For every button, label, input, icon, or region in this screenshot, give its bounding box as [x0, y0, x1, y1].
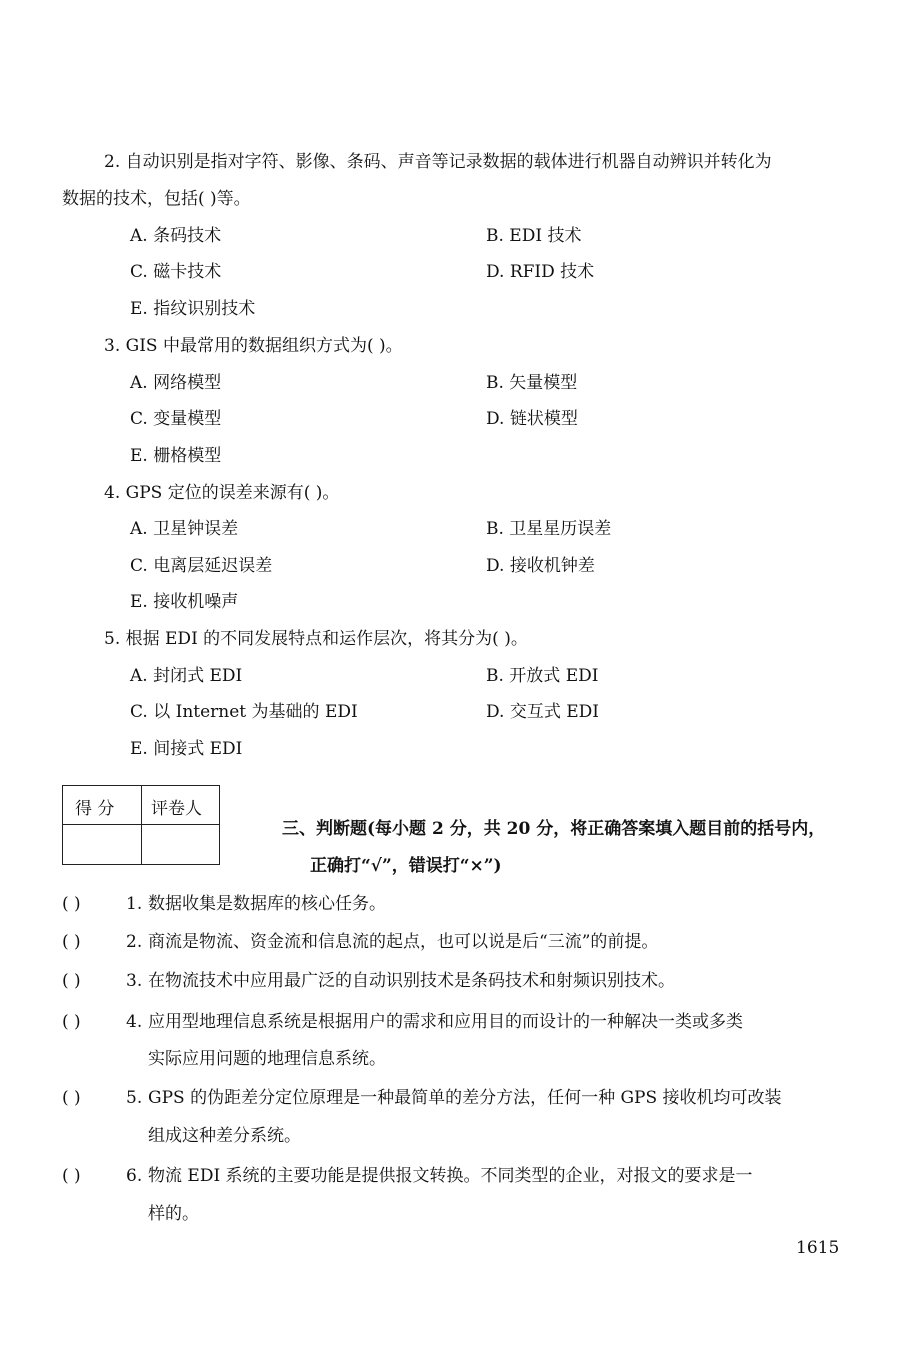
option-d: D. 交互式 EDI	[486, 702, 599, 722]
answer-paren[interactable]: ( )	[62, 971, 81, 991]
item-number: 4.	[126, 1012, 143, 1032]
page-number: 1615	[796, 1238, 840, 1258]
score-cell[interactable]	[63, 825, 141, 864]
option-b: B. 卫星星历误差	[486, 519, 612, 539]
option-b: B. 矢量模型	[486, 373, 578, 393]
answer-paren[interactable]: ( )	[62, 1012, 81, 1032]
option-d: D. RFID 技术	[486, 262, 595, 282]
judgment-4-text-line2: 实际应用问题的地理信息系统。	[148, 1049, 386, 1069]
judgment-3-text: 在物流技术中应用最广泛的自动识别技术是条码技术和射频识别技术。	[148, 971, 675, 991]
question-2-stem-line2: 数据的技术，包括( )等。	[62, 189, 251, 209]
option-b: B. EDI 技术	[486, 226, 582, 246]
judgment-5-text-line1: GPS 的伪距差分定位原理是一种最简单的差分方法，任何一种 GPS 接收机均可改装	[148, 1088, 782, 1108]
answer-paren[interactable]: ( )	[62, 932, 81, 952]
answer-paren[interactable]: ( )	[62, 894, 81, 914]
item-number: 3.	[126, 971, 143, 991]
question-4-stem: 4. GPS 定位的误差来源有( )。	[104, 483, 340, 503]
judgment-1-text: 数据收集是数据库的核心任务。	[148, 894, 386, 914]
option-c: C. 磁卡技术	[130, 262, 222, 282]
answer-paren[interactable]: ( )	[62, 1166, 81, 1186]
option-a: A. 封闭式 EDI	[130, 666, 243, 686]
option-b: B. 开放式 EDI	[486, 666, 599, 686]
option-c: C. 以 Internet 为基础的 EDI	[130, 702, 358, 722]
grader-cell[interactable]	[142, 825, 220, 864]
option-a: A. 网络模型	[130, 373, 222, 393]
section-3-title-line2: 正确打“√”，错误打“×”)	[310, 856, 502, 876]
option-e: E. 栅格模型	[130, 446, 222, 466]
judgment-2-text: 商流是物流、资金流和信息流的起点，也可以说是后“三流”的前提。	[148, 932, 659, 952]
option-e: E. 指纹识别技术	[130, 299, 256, 319]
option-a: A. 卫星钟误差	[130, 519, 239, 539]
option-c: C. 电离层延迟误差	[130, 556, 273, 576]
item-number: 5.	[126, 1088, 143, 1108]
judgment-6-text-line1: 物流 EDI 系统的主要功能是提供报文转换。不同类型的企业，对报文的要求是一	[148, 1166, 753, 1186]
item-number: 6.	[126, 1166, 143, 1186]
judgment-4-text-line1: 应用型地理信息系统是根据用户的需求和应用目的而设计的一种解决一类或多类	[148, 1012, 743, 1032]
option-d: D. 接收机钟差	[486, 556, 595, 576]
option-e: E. 接收机噪声	[130, 592, 239, 612]
question-3-stem: 3. GIS 中最常用的数据组织方式为( )。	[104, 336, 403, 356]
item-number: 1.	[126, 894, 143, 914]
option-d: D. 链状模型	[486, 409, 578, 429]
grader-label: 评卷人	[151, 799, 202, 819]
section-3-title-line1: 三、判断题(每小题 2 分，共 20 分，将正确答案填入题目前的括号内，	[282, 819, 826, 839]
score-table	[62, 785, 220, 865]
judgment-6-text-line2: 样的。	[148, 1204, 199, 1224]
option-c: C. 变量模型	[130, 409, 222, 429]
score-label: 得 分	[75, 799, 115, 819]
item-number: 2.	[126, 932, 143, 952]
question-2-stem-line1: 2. 自动识别是指对字符、影像、条码、声音等记录数据的载体进行机器自动辨识并转化为	[104, 152, 772, 172]
answer-paren[interactable]: ( )	[62, 1088, 81, 1108]
question-5-stem: 5. 根据 EDI 的不同发展特点和运作层次，将其分为( )。	[104, 629, 528, 649]
option-a: A. 条码技术	[130, 226, 222, 246]
option-e: E. 间接式 EDI	[130, 739, 243, 759]
judgment-5-text-line2: 组成这种差分系统。	[148, 1126, 301, 1146]
